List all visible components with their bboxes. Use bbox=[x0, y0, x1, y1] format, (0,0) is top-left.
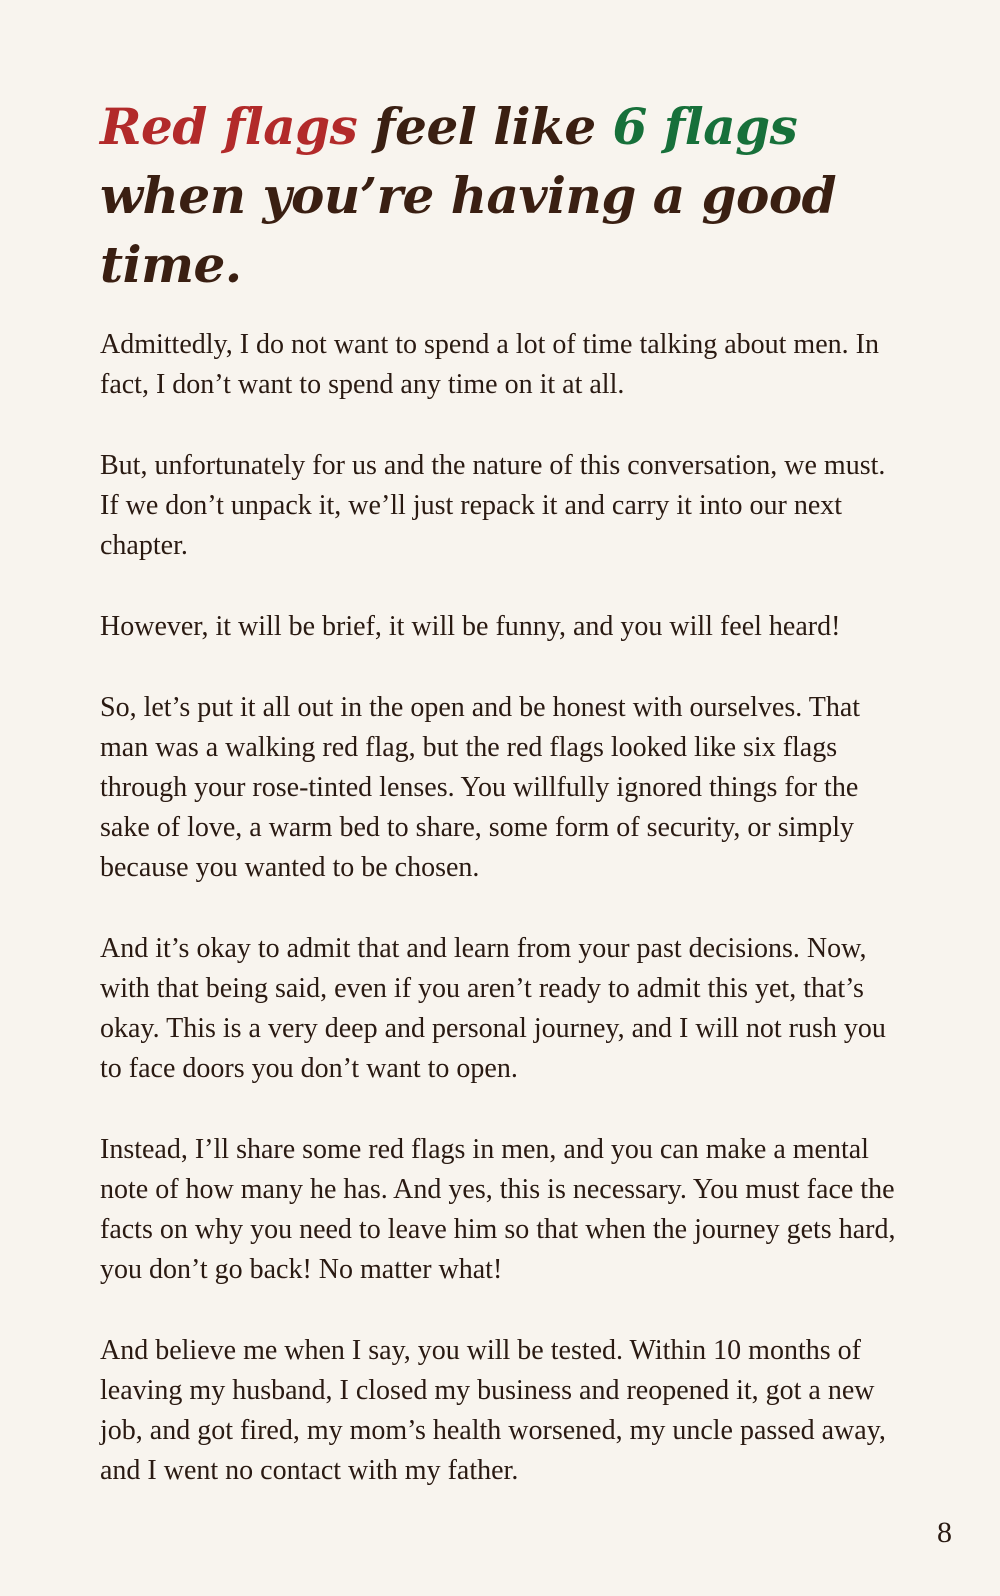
paragraph: Instead, I’ll share some red flags in men, and you can make a mental note of how many he has. And yes, this is necessary. You must face the facts on why you need to leave him so that when the journey gets hard, you don’t go back! No matter what! bbox=[100, 1134, 896, 1285]
paragraph: And it’s okay to admit that and learn from your past decisions. Now, with that being said, even if you aren’t ready to admit this yet, that’s okay. This is a very deep and personal journey, and I will not rush you to face doors you don’t want to open. bbox=[100, 933, 886, 1084]
page-content bbox=[100, 92, 900, 1532]
heading-red-flags: Red flags bbox=[100, 97, 358, 156]
paragraph: But, unfortunately for us and the nature of this conversation, we must. If we don’t unpack it, we’ll just repack it and carry it into our next chapter. bbox=[100, 450, 886, 561]
page-heading bbox=[100, 92, 900, 299]
heading-six-flags: 6 flags bbox=[612, 97, 798, 156]
paragraph: However, it will be brief, it will be funny, and you will feel heard! bbox=[100, 611, 841, 642]
body-text bbox=[100, 325, 900, 1491]
heading-middle: feel like bbox=[357, 97, 613, 156]
heading-end: when you’re having a good time. bbox=[100, 166, 837, 294]
paragraph: Admittedly, I do not want to spend a lot of time talking about men. In fact, I don’t want to spend any time on it at all. bbox=[100, 329, 879, 400]
paragraph: So, let’s put it all out in the open and be honest with ourselves. That man was a walking red flag, but the red flags looked like six flags through your rose-tinted lenses. You willfully ignored things for the sake of love, a warm bed to share, some form of security, or simply because you wanted to be chosen. bbox=[100, 692, 861, 883]
paragraph: And believe me when I say, you will be tested. Within 10 months of leaving my husband, I closed my business and reopened it, got a new job, and got fired, my mom’s health worsened, my uncle passed away, and I went no contact with my father. bbox=[100, 1335, 886, 1486]
page-number: 8 bbox=[937, 1516, 952, 1549]
